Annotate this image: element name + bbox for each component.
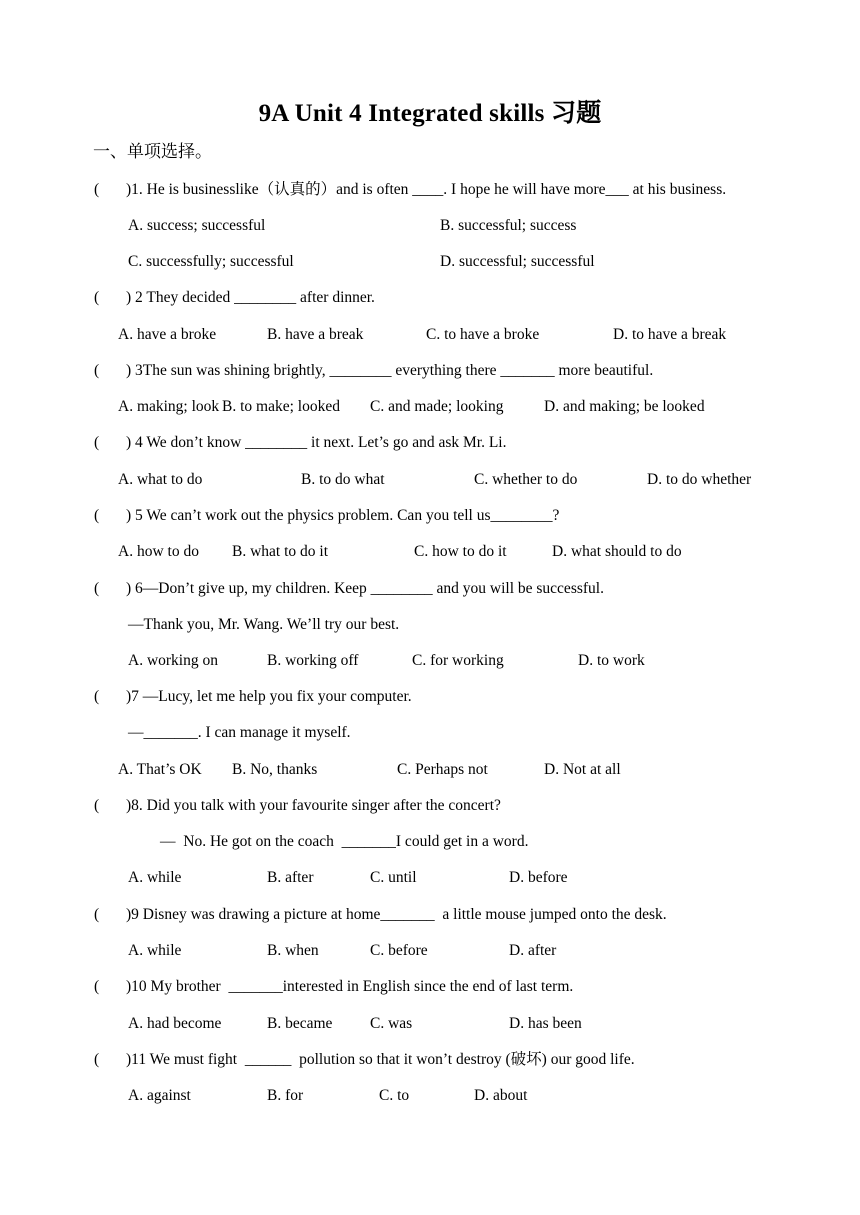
- answer-paren: (: [94, 289, 100, 306]
- option-b: B. after: [267, 869, 314, 886]
- option-b: B. to make; looked: [222, 398, 340, 415]
- answer-paren: (: [94, 580, 100, 597]
- option-a: A. have a broke: [118, 326, 217, 343]
- question-stem: )1. He is businesslike（认真的）and is often ____. I hope he will have more___ at his business.: [126, 181, 727, 198]
- section-heading: 一、单项选择。: [93, 142, 212, 161]
- option-b: B. successful; success: [440, 217, 577, 234]
- option-b: B. became: [267, 1015, 333, 1032]
- question-9: [94, 904, 667, 926]
- option-c: C. whether to do: [474, 471, 578, 488]
- question-stem: ) 5 We can’t work out the physics problem. Can you tell us________?: [126, 507, 560, 524]
- option-d: D. about: [474, 1087, 528, 1104]
- question-7: [94, 686, 412, 708]
- option-c: C. to: [379, 1087, 410, 1104]
- option-d: D. before: [509, 869, 568, 886]
- option-a: A. while: [128, 942, 182, 959]
- option-b: B. when: [267, 942, 319, 959]
- option-a: A. success; successful: [128, 217, 266, 234]
- option-b: B. for: [267, 1087, 304, 1104]
- question-10: [94, 976, 573, 998]
- option-a: A. how to do: [118, 543, 199, 560]
- question-6: [94, 578, 604, 600]
- question-stem: ) 4 We don’t know ________ it next. Let’s go and ask Mr. Li.: [126, 434, 507, 451]
- question-3: [94, 360, 653, 382]
- question-stem: )10 My brother _______interested in English since the end of last term.: [126, 978, 574, 995]
- question-1: [94, 179, 726, 201]
- option-d: D. successful; successful: [440, 253, 595, 270]
- option-a: A. making; look: [118, 398, 220, 415]
- answer-paren: (: [94, 688, 100, 705]
- option-c: C. before: [370, 942, 428, 959]
- question-stem: )11 We must fight ______ pollution so that it won’t destroy (破坏) our good life.: [126, 1051, 635, 1068]
- question-stem: )9 Disney was drawing a picture at home_______ a little mouse jumped onto the desk.: [126, 906, 667, 923]
- dialogue-reply: — No. He got on the coach _______I could get in a word.: [160, 833, 529, 850]
- option-d: D. has been: [509, 1015, 582, 1032]
- option-d: D. Not at all: [544, 761, 621, 778]
- option-d: D. to work: [578, 652, 645, 669]
- option-b: B. what to do it: [232, 543, 329, 560]
- question-4: [94, 432, 506, 454]
- option-b: B. to do what: [301, 471, 385, 488]
- question-5: [94, 505, 559, 527]
- option-c: C. successfully; successful: [128, 253, 294, 270]
- option-d: D. to do whether: [647, 471, 752, 488]
- option-a: A. what to do: [118, 471, 203, 488]
- answer-paren: (: [94, 978, 100, 995]
- question-stem: ) 6—Don’t give up, my children. Keep ________ and you will be successful.: [126, 580, 604, 597]
- answer-paren: (: [94, 362, 100, 379]
- option-a: A. had become: [128, 1015, 222, 1032]
- dialogue-reply: —_______. I can manage it myself.: [128, 724, 351, 741]
- option-c: C. and made; looking: [370, 398, 504, 415]
- question-11: [94, 1049, 635, 1071]
- question-2: [94, 287, 375, 309]
- question-stem: )7 —Lucy, let me help you fix your computer.: [126, 688, 412, 705]
- option-d: D. what should to do: [552, 543, 682, 560]
- option-a: A. working on: [128, 652, 218, 669]
- option-b: B. working off: [267, 652, 359, 669]
- answer-paren: (: [94, 507, 100, 524]
- option-d: D. and making; be looked: [544, 398, 705, 415]
- option-c: C. Perhaps not: [397, 761, 488, 778]
- question-stem: )8. Did you talk with your favourite singer after the concert?: [126, 797, 501, 814]
- answer-paren: (: [94, 906, 100, 923]
- option-c: C. until: [370, 869, 417, 886]
- option-a: A. That’s OK: [118, 761, 202, 778]
- option-a: A. while: [128, 869, 182, 886]
- answer-paren: (: [94, 434, 100, 451]
- option-d: D. to have a break: [613, 326, 727, 343]
- answer-paren: (: [94, 797, 100, 814]
- dialogue-reply: —Thank you, Mr. Wang. We’ll try our best.: [128, 616, 400, 633]
- question-8: [94, 795, 501, 817]
- answer-paren: (: [94, 1051, 100, 1068]
- option-b: B. No, thanks: [232, 761, 318, 778]
- page-title: 9A Unit 4 Integrated skills 习题: [258, 100, 602, 127]
- answer-paren: (: [94, 181, 100, 198]
- option-a: A. against: [128, 1087, 191, 1104]
- option-c: C. was: [370, 1015, 413, 1032]
- option-c: C. to have a broke: [426, 326, 540, 343]
- option-c: C. how to do it: [414, 543, 507, 560]
- question-stem: ) 3The sun was shining brightly, ________ everything there _______ more beautiful.: [126, 362, 654, 379]
- option-b: B. have a break: [267, 326, 364, 343]
- option-d: D. after: [509, 942, 557, 959]
- option-c: C. for working: [412, 652, 504, 669]
- question-stem: ) 2 They decided ________ after dinner.: [126, 289, 375, 306]
